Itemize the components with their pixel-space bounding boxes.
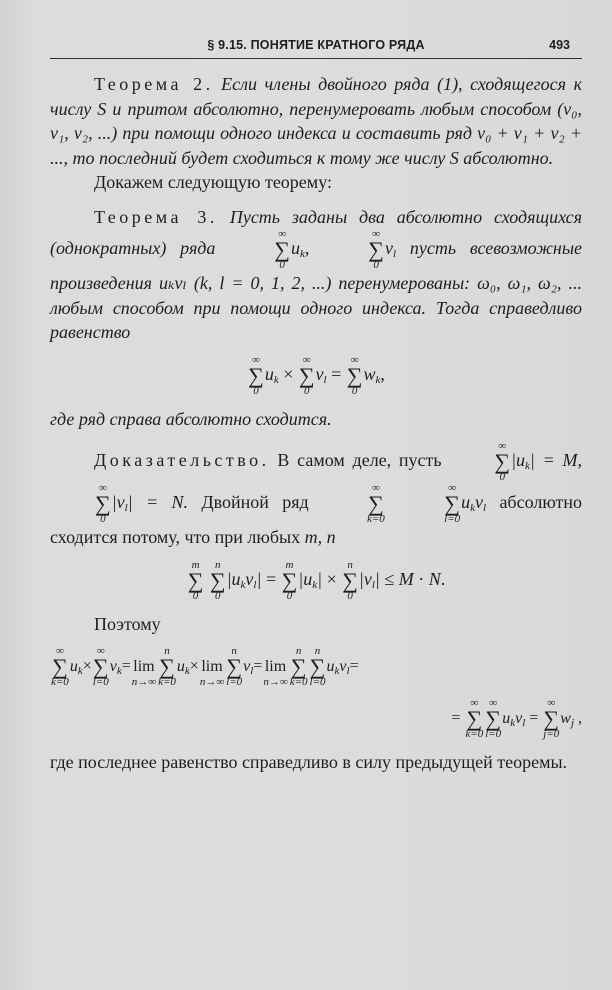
therefore: Поэтому — [94, 613, 161, 634]
theorem-3-conclusion: где ряд справа абсолютно сходится. — [50, 408, 332, 429]
theorem-2-label: Теорема 2. — [94, 74, 214, 94]
equation-limits: ∞ ∑ k=0 $u_k\times$ ∞ ∑ l=0 $v_k=$ lim n→∞ n ∑ k=0 $u_k\times$ lim n→∞ n ∑ l=0 $v_l=$ lim n→∞ n ∑ k=0 n ∑ l=0 $u_kv_l=$ — [51, 645, 359, 688]
series-v: v₀ + v₁ + v₂ + ..., — [50, 123, 582, 168]
proof-label: Доказательство. — [94, 450, 270, 471]
lead-sentence: Докажем следующую теорему: — [94, 172, 332, 192]
running-header — [50, 38, 582, 59]
page-number: 493 — [549, 38, 570, 52]
theorem-2: Теорема 2. Если члены двойного ряда (1), сходящегося к числу S и притом абсолютно, перенумеровать любым способом (v₀, v₁, v₂, ...) при помощи одного индекса и составить ряд v₀ + v₁ + v₂ + ..., то последний будет сходиться к тому же числу S абсолютно. — [50, 74, 583, 168]
equation-partial-bound: m ∑ 0 n ∑ 0 $|u_kv_l|$ = m ∑ 0 $|u_k|$ × n ∑ 0 $|v_l| \le M \cdot N$. — [187, 558, 446, 602]
sum-sign: ∞ ∑ 0 — [274, 228, 290, 271]
theorem-3: Теорема 3. Пусть заданы два абсолютно сходящихся (однократных) ряда ∞ ∑ 0 $u_k$, ∞ ∑ 0 $v_l$ пусть всевозможные произведения uₖvₗ (k, l = 0, 1, 2, ...) перенумерованы: ω₀, ω₁, ω₂, ... любым способом при помощи одного индекса. Тогда справедливо равенство — [50, 206, 583, 342]
equation-limits-cont: = ∞ ∑ k=0 ∞ ∑ l=0 $u_kv_l$ = ∞ ∑ j=0 $w_j$ , — [451, 697, 582, 740]
section-title: § 9.15. ПОНЯТИЕ КРАТНОГО РЯДА — [207, 38, 425, 52]
final-sentence: где последнее равенство справедливо в силу предыдущей теоремы. — [50, 752, 568, 772]
sum-sign: ∞ ∑ 0 — [368, 228, 384, 271]
equation-product-of-series: ∞ ∑ 0 $u_k$ × ∞ ∑ 0 $v_l$ = ∞ ∑ 0 $w_k$, — [248, 353, 385, 397]
proof: Доказательство. В самом деле, пусть ∞ ∑ 0 $|u_k| = M$, ∞ ∑ 0 $|v_l| = N$. Двойной ряд ∞ ∑ k=0 ∞ ∑ l=0 $u_kv_l$ абсолютно сходится потому, что при любых m, n — [50, 440, 583, 547]
page-body — [50, 72, 582, 775]
theorem-3-label: Теорема 3. — [94, 206, 218, 227]
